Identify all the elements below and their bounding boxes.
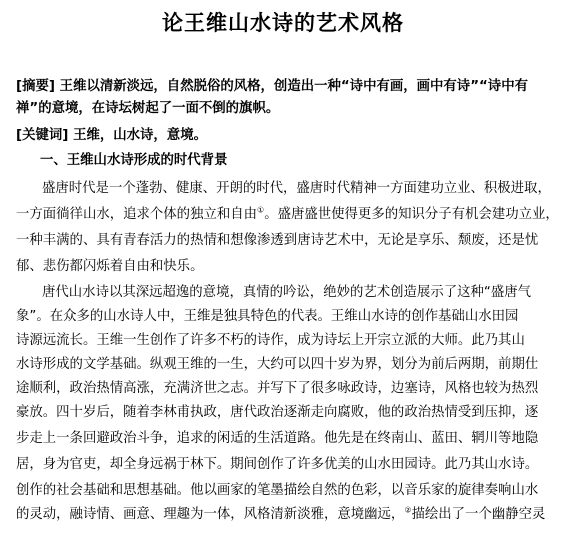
paragraph-1-line-3: 一种丰满的、具有青春活力的热情和想像渗透到唐诗艺术中，无论是享乐、颓废，还是忧 xyxy=(16,233,539,248)
page-crop-edge xyxy=(0,528,566,535)
paragraph-1-line-2 xyxy=(16,204,564,226)
paragraph-2-line-9: 创作的社会基础和思想基础。他以画家的笔墨描绘自然的色彩，以音乐家的旋律奏响山水 xyxy=(16,483,539,498)
paragraph-2-line-8: 居，身为官吏，却全身远祸于林下。期间创作了许多优美的山水田园诗。此乃其山水诗。 xyxy=(16,457,539,472)
paragraph-1-line-4: 郁、悲伤都闪烁着自由和快乐。 xyxy=(16,259,204,274)
document-title: 论王维山水诗的艺术风格 xyxy=(162,11,404,35)
section-heading-1: 一、王维山水诗形成的时代背景 xyxy=(40,153,228,168)
paragraph-1-line-1: 盛唐时代是一个蓬勃、健康、开朗的时代，盛唐时代精神一方面建功立业、积极进取， xyxy=(42,181,551,196)
paragraph-2-line-7: 步走上一条回避政治斗争，追求的闲适的生活道路。他先是在终南山、蓝田、辋川等地隐 xyxy=(16,431,539,446)
keywords-line: [关键词] 王维，山水诗，意境。 xyxy=(16,128,207,143)
paragraph-2-line-10-text-b: 描绘出了一个幽静空灵 xyxy=(411,507,546,522)
paragraph-2-line-10 xyxy=(16,504,564,526)
paragraph-1-line-2-text-a: 一方面徜徉山水，追求个体的独立和自由 xyxy=(16,207,258,222)
paragraph-1-line-2-text-b: 。盛唐盛世使得更多的知识分子有机会建功立业， xyxy=(264,207,559,222)
paragraph-2-line-2: 象”。在众多的山水诗人中，王维是独具特色的代表。王维山水诗的创作基础山水田园 xyxy=(16,309,519,324)
paragraph-2-line-6: 豪放。四十岁后，随着李林甫执政，唐代政治逐渐走向腐败，他的政治热情受到压抑，逐 xyxy=(16,405,539,420)
paragraph-2-line-5: 途顺利，政治热情高涨，充满济世之志。并写下了很多咏政诗，边塞诗，风格也较为热烈 xyxy=(16,381,539,396)
paragraph-2-line-10-text-a: 的灵动，融诗情、画意、理趣为一体，风格清新淡雅，意境幽远， xyxy=(16,507,405,522)
paragraph-2-line-3: 诗源远流长。王维一生创作了许多不朽的诗作，成为诗坛上开宗立派的大师。此乃其山 xyxy=(16,333,525,348)
abstract-line-2: 禅”的意境，在诗坛树起了一面不倒的旗帜。 xyxy=(16,101,280,116)
paragraph-2-line-1: 唐代山水诗以其深远超逸的意境，真情的吟讼，绝妙的艺术创造展示了这种“盛唐气 xyxy=(42,285,531,300)
abstract-line-1: [摘要] 王维以清新淡远，自然脱俗的风格，创造出一种“诗中有画，画中有诗”“诗中有 xyxy=(16,79,528,94)
footnote-marker-2: ② xyxy=(404,505,412,515)
paragraph-2-line-4: 水诗形成的文学基础。纵观王维的一生，大约可以四十岁为界，划分为前后两期，前期仕 xyxy=(16,357,539,372)
footnote-marker-1: ① xyxy=(257,205,265,215)
